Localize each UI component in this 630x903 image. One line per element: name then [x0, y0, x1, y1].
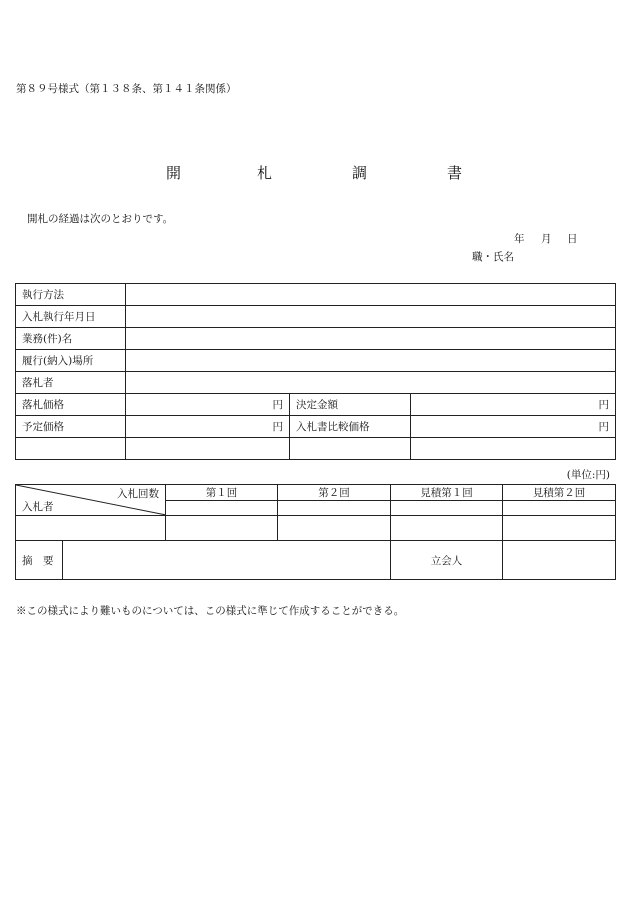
- location-value[interactable]: [126, 350, 616, 372]
- column-header: 第１回: [166, 485, 278, 501]
- bid-cell[interactable]: [391, 501, 503, 516]
- bid-cell[interactable]: [166, 516, 278, 541]
- table-row: [16, 284, 616, 306]
- table-row: [16, 438, 616, 460]
- title-char-1: 開: [166, 164, 182, 182]
- date-month: 月: [541, 233, 552, 245]
- title-char-3: 調: [352, 164, 368, 182]
- table-row: [16, 328, 616, 350]
- date-year: 年: [514, 233, 525, 245]
- witness-label: 立会人: [391, 541, 503, 580]
- witness-value[interactable]: [503, 541, 616, 580]
- estimated-price-label: 予定価格: [16, 416, 126, 438]
- location-label: 履行(納入)場所: [16, 350, 126, 372]
- estimated-price-value[interactable]: 円: [126, 416, 290, 438]
- footnote: ※この様式により難いものについては、この様式に準じて作成することができる。: [16, 605, 405, 617]
- table-row: [16, 372, 616, 394]
- decided-amount-label: 決定金額: [290, 394, 411, 416]
- person-label: 職・氏名: [472, 251, 514, 263]
- bid-cell[interactable]: [166, 501, 278, 516]
- table-row: [16, 541, 616, 580]
- comparison-price-value[interactable]: 円: [411, 416, 616, 438]
- column-header: 見積第２回: [503, 485, 616, 501]
- form-number: 第８９号様式（第１３８条、第１４１条関係）: [16, 83, 237, 95]
- summary-table: [15, 540, 616, 580]
- business-name-value[interactable]: [126, 328, 616, 350]
- table-row: [16, 350, 616, 372]
- bid-cell[interactable]: [391, 516, 503, 541]
- column-header: 第２回: [278, 485, 391, 501]
- empty-cell[interactable]: [126, 438, 290, 460]
- bidder-header-cell: [16, 485, 166, 516]
- bidder-cell[interactable]: [16, 516, 166, 541]
- unit-label: (単位:円): [566, 469, 610, 481]
- bids-table: [15, 484, 616, 541]
- empty-cell[interactable]: [411, 438, 616, 460]
- date-value[interactable]: [126, 306, 616, 328]
- table-row: [16, 306, 616, 328]
- empty-cell[interactable]: [16, 438, 126, 460]
- table-row: [16, 394, 616, 416]
- business-name-label: 業務(件)名: [16, 328, 126, 350]
- bid-cell[interactable]: [503, 501, 616, 516]
- winning-price-label: 落札価格: [16, 394, 126, 416]
- date-label: 入札執行年月日: [16, 306, 126, 328]
- bidder-label: 入札者: [22, 501, 54, 513]
- intro-text: 開札の経過は次のとおりです。: [27, 213, 174, 225]
- table-row: [16, 485, 616, 501]
- column-header: 見積第１回: [391, 485, 503, 501]
- method-label: 執行方法: [16, 284, 126, 306]
- winner-value[interactable]: [126, 372, 616, 394]
- winner-label: 落札者: [16, 372, 126, 394]
- bid-cell[interactable]: [278, 516, 391, 541]
- summary-value[interactable]: [63, 541, 391, 580]
- empty-cell[interactable]: [290, 438, 411, 460]
- summary-label: 摘 要: [16, 541, 63, 580]
- table-row: [16, 516, 616, 541]
- date-day: 日: [567, 233, 578, 245]
- details-table: [15, 283, 616, 460]
- bid-cell[interactable]: [503, 516, 616, 541]
- title-char-4: 書: [447, 164, 463, 182]
- decided-amount-value[interactable]: 円: [411, 394, 616, 416]
- document-title: [0, 162, 630, 184]
- method-value[interactable]: [126, 284, 616, 306]
- round-count-label: 入札回数: [117, 488, 159, 500]
- bid-cell[interactable]: [278, 501, 391, 516]
- winning-price-value[interactable]: 円: [126, 394, 290, 416]
- table-row: [16, 416, 616, 438]
- comparison-price-label: 入札書比較価格: [290, 416, 411, 438]
- title-char-2: 札: [257, 164, 273, 182]
